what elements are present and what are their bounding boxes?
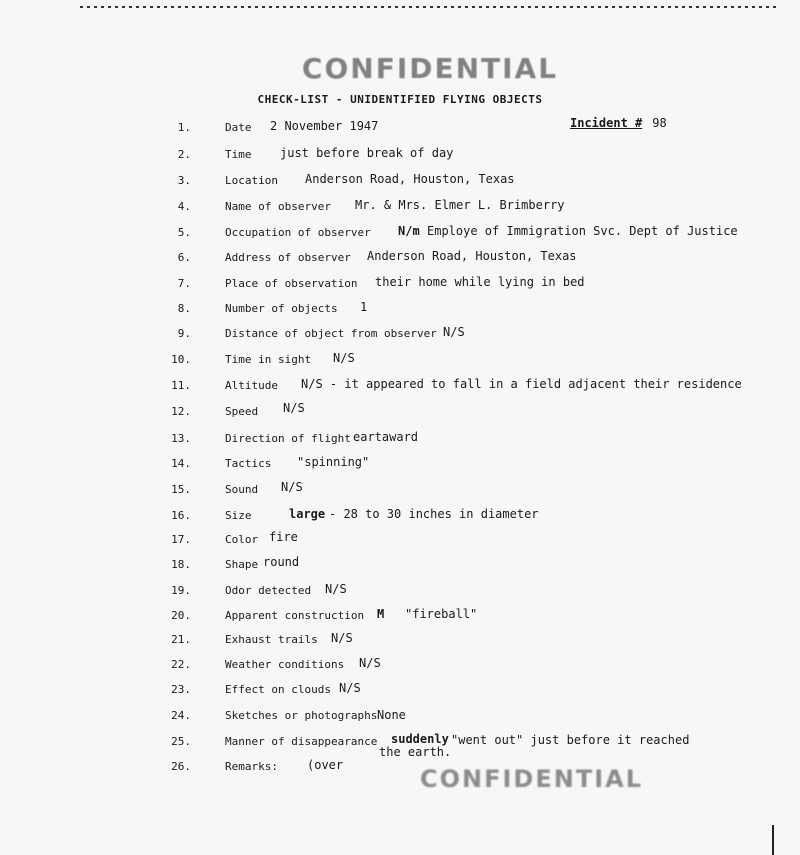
item-label: Time in sight: [225, 353, 312, 366]
item-number: 26.: [171, 760, 191, 773]
document-heading: CHECK-LIST - UNIDENTIFIED FLYING OBJECTS: [257, 93, 543, 106]
item-label: Tactics: [225, 457, 272, 470]
item-answer: N/S: [281, 480, 303, 494]
item-label: Effect on clouds: [225, 683, 331, 696]
item-number: 16.: [171, 509, 191, 522]
item-answer: "fireball": [405, 607, 478, 621]
item-answer: round: [263, 555, 300, 569]
item-answer: "went out" just before it reached: [451, 733, 690, 747]
item-answer: Anderson Road, Houston, Texas: [367, 249, 577, 263]
item-answer: N/S: [359, 656, 381, 670]
item-number: 14.: [171, 457, 191, 470]
confidential-stamp-top: CONFIDENTIAL: [301, 52, 559, 85]
incident-value: 98: [652, 116, 667, 130]
item-label: Size: [225, 509, 252, 522]
item-answer: - 28 to 30 inches in diameter: [329, 507, 539, 521]
item-answer: N/S: [333, 351, 355, 365]
item-answer: their home while lying in bed: [375, 275, 585, 289]
item-answer: (over: [307, 758, 344, 772]
item-label: Place of observation: [225, 277, 358, 290]
item-answer: Anderson Road, Houston, Texas: [305, 172, 515, 186]
item-label: Time: [225, 148, 252, 161]
item-number: 19.: [171, 584, 191, 597]
item-number: 9.: [177, 327, 191, 340]
perforation-line: [80, 6, 780, 8]
item-answer: N/S: [443, 325, 465, 339]
item-answer: eartaward: [353, 430, 419, 444]
item-number: 17.: [171, 533, 191, 546]
incident-label: Incident #: [570, 116, 643, 130]
item-number: 8.: [177, 302, 191, 315]
item-label: Sound: [225, 483, 259, 496]
item-number: 25.: [171, 735, 191, 748]
margin-mark: [772, 825, 774, 855]
item-number: 4.: [177, 200, 191, 213]
item-number: 15.: [171, 483, 191, 496]
item-label: Direction of flight: [225, 432, 351, 445]
item-answer-continuation: the earth.: [379, 745, 452, 759]
item-number: 18.: [171, 558, 191, 571]
item-answer: N/S - it appeared to fall in a field adjacent their residence: [301, 377, 742, 391]
item-number: 24.: [171, 709, 191, 722]
item-answer: N/S: [283, 401, 305, 415]
item-answer: Employe of Immigration Svc. Dept of Justice: [427, 224, 738, 238]
item-number: 23.: [171, 683, 191, 696]
confidential-stamp-bottom: CONFIDENTIAL: [420, 765, 643, 793]
item-number: 10.: [171, 353, 191, 366]
item-answer: 2 November 1947: [270, 119, 379, 133]
item-label: Apparent construction: [225, 609, 365, 622]
item-label: Number of objects: [225, 302, 338, 315]
item-answer: fire: [269, 530, 298, 544]
item-label: Occupation of observer: [225, 226, 371, 239]
item-label: Remarks:: [225, 760, 278, 773]
item-answer: N/S: [325, 582, 347, 596]
item-answer: N/S: [339, 681, 361, 695]
item-label: Odor detected: [225, 584, 312, 597]
item-label: Sketches or photographs: [225, 709, 378, 722]
item-answer: just before break of day: [280, 146, 454, 160]
item-label: Altitude: [225, 379, 278, 392]
item-answer: 1: [360, 300, 368, 314]
item-answer: N/S: [331, 631, 353, 645]
item-label: Weather conditions: [225, 658, 345, 671]
item-label: Address of observer: [225, 251, 351, 264]
item-number: 7.: [177, 277, 191, 290]
item-number: 12.: [171, 405, 191, 418]
item-answer: "spinning": [297, 455, 370, 469]
item-number: 11.: [171, 379, 191, 392]
item-answer-emphasis: N/m: [398, 224, 420, 238]
item-label: Date: [225, 121, 252, 134]
item-label: Shape: [225, 558, 259, 571]
item-answer: Mr. & Mrs. Elmer L. Brimberry: [355, 198, 565, 212]
item-answer-emphasis: M: [377, 607, 385, 621]
item-label: Location: [225, 174, 278, 187]
item-number: 6.: [177, 251, 191, 264]
item-label: Name of observer: [225, 200, 331, 213]
item-answer-emphasis: suddenly: [391, 732, 449, 746]
item-number: 3.: [177, 174, 191, 187]
item-number: 1.: [177, 121, 191, 134]
item-number: 13.: [171, 432, 191, 445]
item-label: Color: [225, 533, 259, 546]
item-number: 2.: [177, 148, 191, 161]
item-number: 22.: [171, 658, 191, 671]
incident-number: [570, 116, 667, 130]
item-label: Speed: [225, 405, 259, 418]
item-answer-emphasis: large: [289, 507, 326, 521]
item-number: 5.: [177, 226, 191, 239]
item-label: Distance of object from observer: [225, 327, 437, 340]
item-label: Exhaust trails: [225, 633, 318, 646]
item-answer: None: [377, 708, 406, 722]
item-number: 20.: [171, 609, 191, 622]
item-label: Manner of disappearance: [225, 735, 378, 748]
item-number: 21.: [171, 633, 191, 646]
